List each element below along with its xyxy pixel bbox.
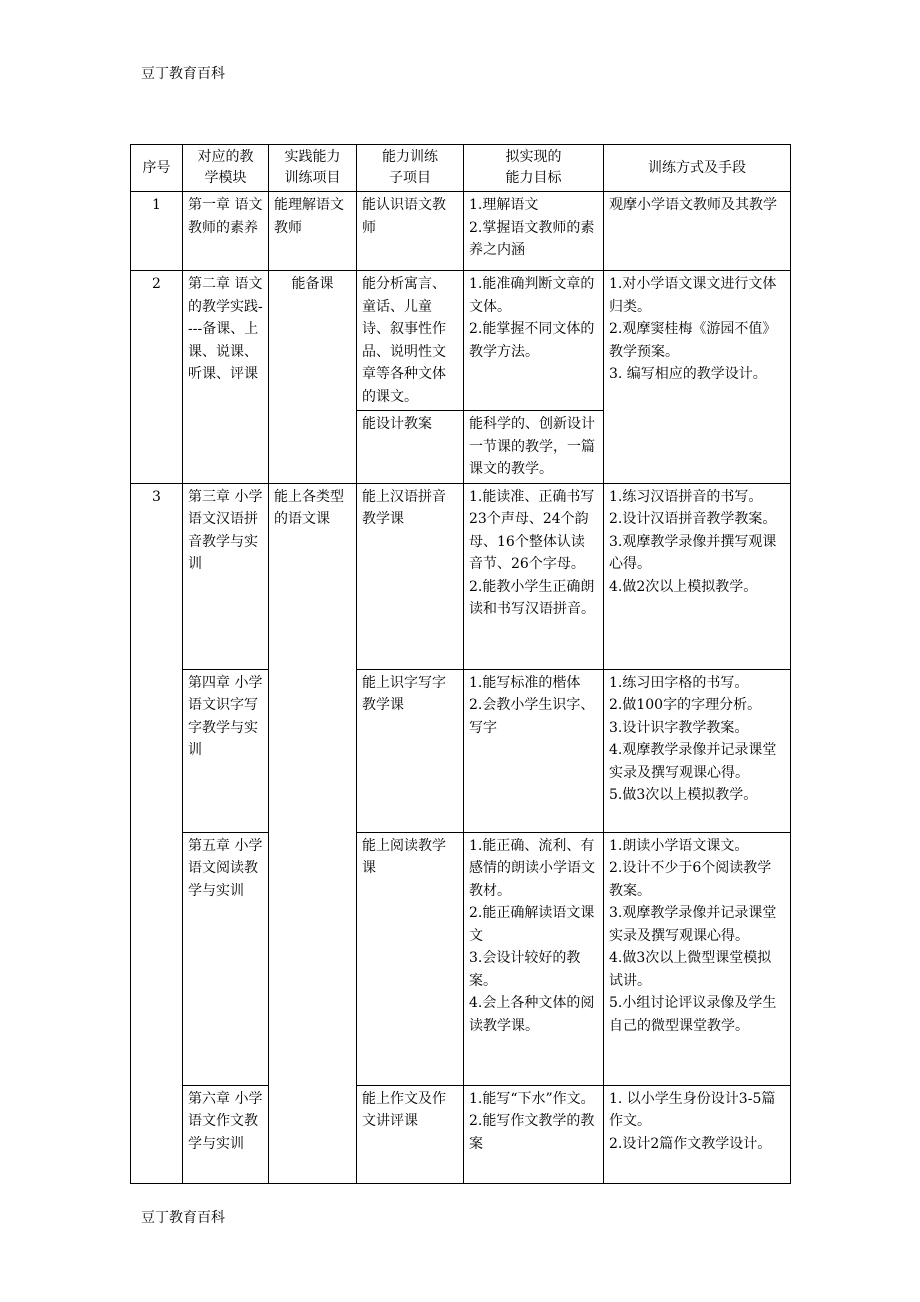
row3-module-pinyin: 第三章 小学语文汉语拼音教学与实训: [183, 483, 269, 669]
row3-goal-writing: 1.能写“下水”作文。 2.能写作文教学的教案: [464, 1085, 604, 1183]
row3-sub-literacy: 能上识字写字教学课: [357, 669, 464, 832]
row2-sub-design: 能设计教案: [357, 411, 464, 484]
row2-method: 1.对小学语文课文进行文体归类。 2.观摩窦桂梅《游园不值》教学预案。 3. 编写相应的教学设计。: [604, 271, 791, 484]
row3-goal-pinyin: 1.能读准、正确书写23个声母、24个韵母、16个整体认读音节、26个字母。 2.能教小学生正确朗读和书写汉语拼音。: [464, 483, 604, 669]
row2-goal-analysis: 1.能准确判断文章的文体。 2.能掌握不同文体的教学方法。: [464, 271, 604, 411]
header-project: 实践能力 训练项目: [269, 145, 357, 192]
row3-project: 能上各类型的语文课: [269, 483, 357, 1183]
row3-goal-reading: 1.能正确、流利、有感情的朗读小学语文教材。 2.能正确解读语文课文 3.会设计较好的教案。 4.会上各种文体的阅读教学课。: [464, 832, 604, 1085]
table-row: [131, 669, 791, 832]
table-row: [131, 271, 791, 411]
row1-goal: 1.理解语文 2.掌握语文教师的素养之内涵: [464, 192, 604, 271]
row2-seq: 2: [131, 271, 183, 484]
table-row: [131, 832, 791, 1085]
row1-method: 观摩小学语文教师及其教学: [604, 192, 791, 271]
row3-method-pinyin: 1.练习汉语拼音的书写。 2.设计汉语拼音教学教案。 3.观摩教学录像并撰写观课心得。 4.做2次以上模拟教学。: [604, 483, 791, 669]
page-header: 豆丁教育百科: [141, 66, 225, 82]
row2-goal-design: 能科学的、创新设计一节课的教学，一篇课文的教学。: [464, 411, 604, 484]
header-module: 对应的教 学模块: [183, 145, 269, 192]
table-row: [131, 1085, 791, 1183]
row3-method-literacy: 1.练习田字格的书写。 2.做100字的字理分析。 3.设计识字教学教案。 4.观摩教学录像并记录课堂实录及撰写观课心得。 5.做3次以上模拟教学。: [604, 669, 791, 832]
header-goal: 拟实现的 能力目标: [464, 145, 604, 192]
page-footer: 豆丁教育百科: [141, 1210, 225, 1226]
row3-module-literacy: 第四章 小学语文识字写字教学与实训: [183, 669, 269, 832]
row2-sub-analysis: 能分析寓言、童话、儿童诗、叙事性作品、说明性文章等各种文体的课文。: [357, 271, 464, 411]
table-header-row: [131, 145, 791, 192]
training-table: [130, 144, 791, 1184]
row3-seq: 3: [131, 483, 183, 1183]
row3-module-writing: 第六章 小学语文作文教学与实训: [183, 1085, 269, 1183]
row3-goal-literacy: 1.能写标准的楷体 2.会教小学生识字、写字: [464, 669, 604, 832]
header-method: 训练方式及手段: [604, 145, 791, 192]
row1-module: 第一章 语文教师的素养: [183, 192, 269, 271]
table-row: [131, 483, 791, 669]
row3-sub-writing: 能上作文及作文讲评课: [357, 1085, 464, 1183]
row3-method-writing: 1. 以小学生身份设计3-5篇作文。 2.设计2篇作文教学设计。: [604, 1085, 791, 1183]
row2-project: 能备课: [269, 271, 357, 484]
row2-module: 第二章 语文的教学实践----备课、上课、说课、听课、评课: [183, 271, 269, 484]
table-row: [131, 192, 791, 271]
row3-sub-reading: 能上阅读教学课: [357, 832, 464, 1085]
header-sub: 能力训练 子项目: [357, 145, 464, 192]
row3-sub-pinyin: 能上汉语拼音教学课: [357, 483, 464, 669]
header-seq: 序号: [131, 145, 183, 192]
row1-seq: 1: [131, 192, 183, 271]
row1-sub: 能认识语文教师: [357, 192, 464, 271]
row3-module-reading: 第五章 小学语文阅读教学与实训: [183, 832, 269, 1085]
row3-method-reading: 1.朗读小学语文课文。 2.设计不少于6个阅读教学教案。 3.观摩教学录像并记录课堂实录及撰写观课心得。 4.做3次以上微型课堂模拟试讲。 5.小组讨论评议录像及学生自己的微型课堂教学。: [604, 832, 791, 1085]
row1-project: 能理解语文教师: [269, 192, 357, 271]
